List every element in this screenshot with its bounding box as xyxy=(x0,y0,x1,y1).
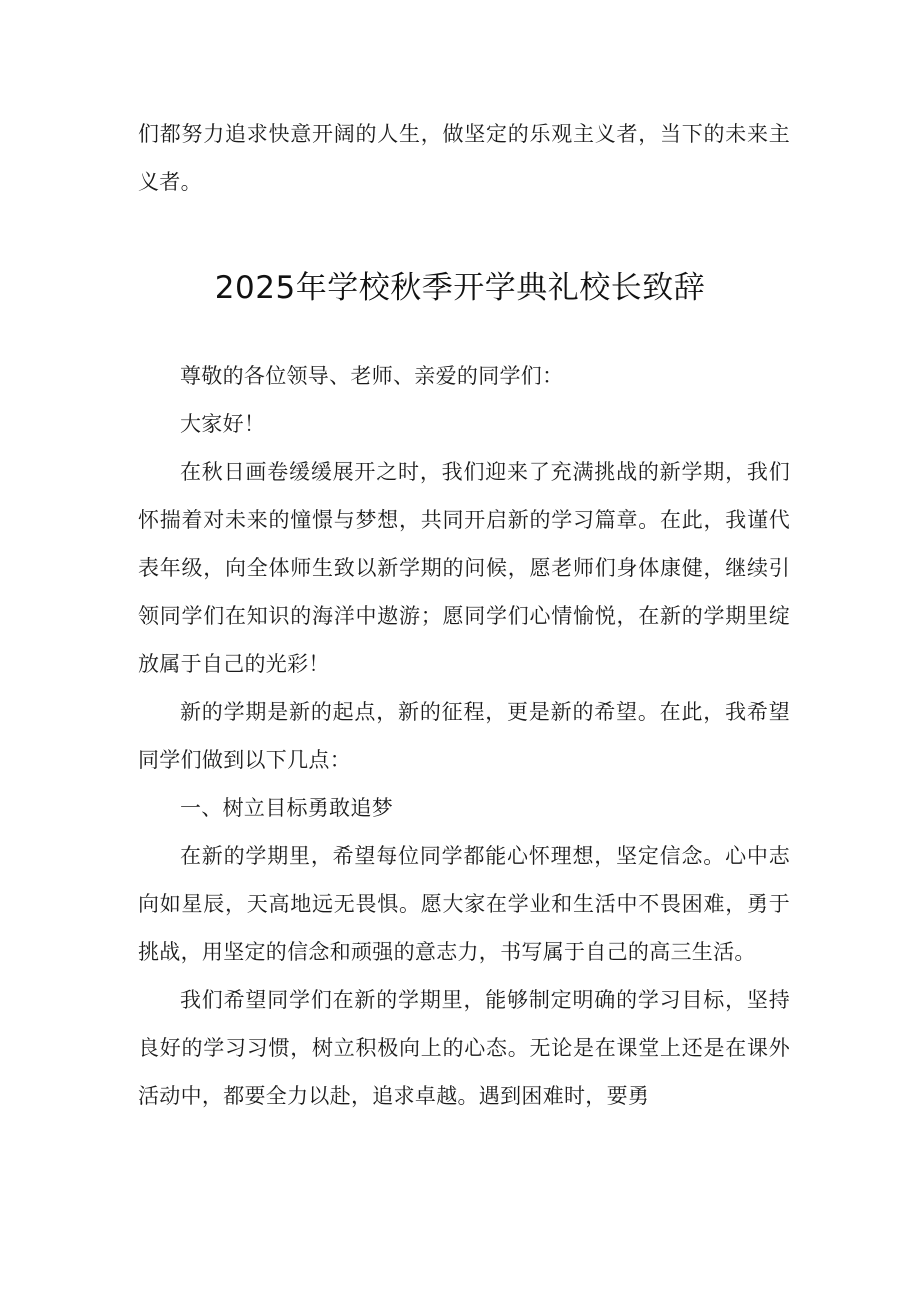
intro-paragraph: 们都努力追求快意开阔的人生，做坚定的乐观主义者，当下的未来主义者。 xyxy=(138,122,790,194)
intro-text-block xyxy=(138,110,790,206)
body-text-block xyxy=(138,352,790,1120)
body-paragraph: 我们希望同学们在新的学期里，能够制定明确的学习目标，坚持良好的学习习惯，树立积极向上的心态。无论是在课堂上还是在课外活动中，都要全力以赴，追求卓越。遇到困难时，要勇 xyxy=(138,988,790,1108)
greeting-paragraph: 大家好！ xyxy=(180,412,266,436)
body-paragraph: 在秋日画卷缓缓展开之时，我们迎来了充满挑战的新学期，我们怀揣着对未来的憧憬与梦想，共同开启新的学习篇章。在此，我谨代表年级，向全体师生致以新学期的问候，愿老师们身体康健，继续引领同学们在知识的海洋中遨游；愿同学们心情愉悦，在新的学期里绽放属于自己的光彩！ xyxy=(138,460,790,676)
salutation-paragraph: 尊敬的各位领导、老师、亲爱的同学们： xyxy=(180,364,564,388)
body-paragraph: 新的学期是新的起点，新的征程，更是新的希望。在此，我希望同学们做到以下几点： xyxy=(138,700,790,772)
section-heading: 一、树立目标勇敢追梦 xyxy=(180,796,393,820)
document-title: 2025年学校秋季开学典礼校长致辞 xyxy=(214,270,706,306)
body-paragraph: 在新的学期里，希望每位同学都能心怀理想，坚定信念。心中志向如星辰，天高地远无畏惧。愿大家在学业和生活中不畏困难，勇于挑战，用坚定的信念和顽强的意志力，书写属于自己的高三生活。 xyxy=(138,844,790,964)
